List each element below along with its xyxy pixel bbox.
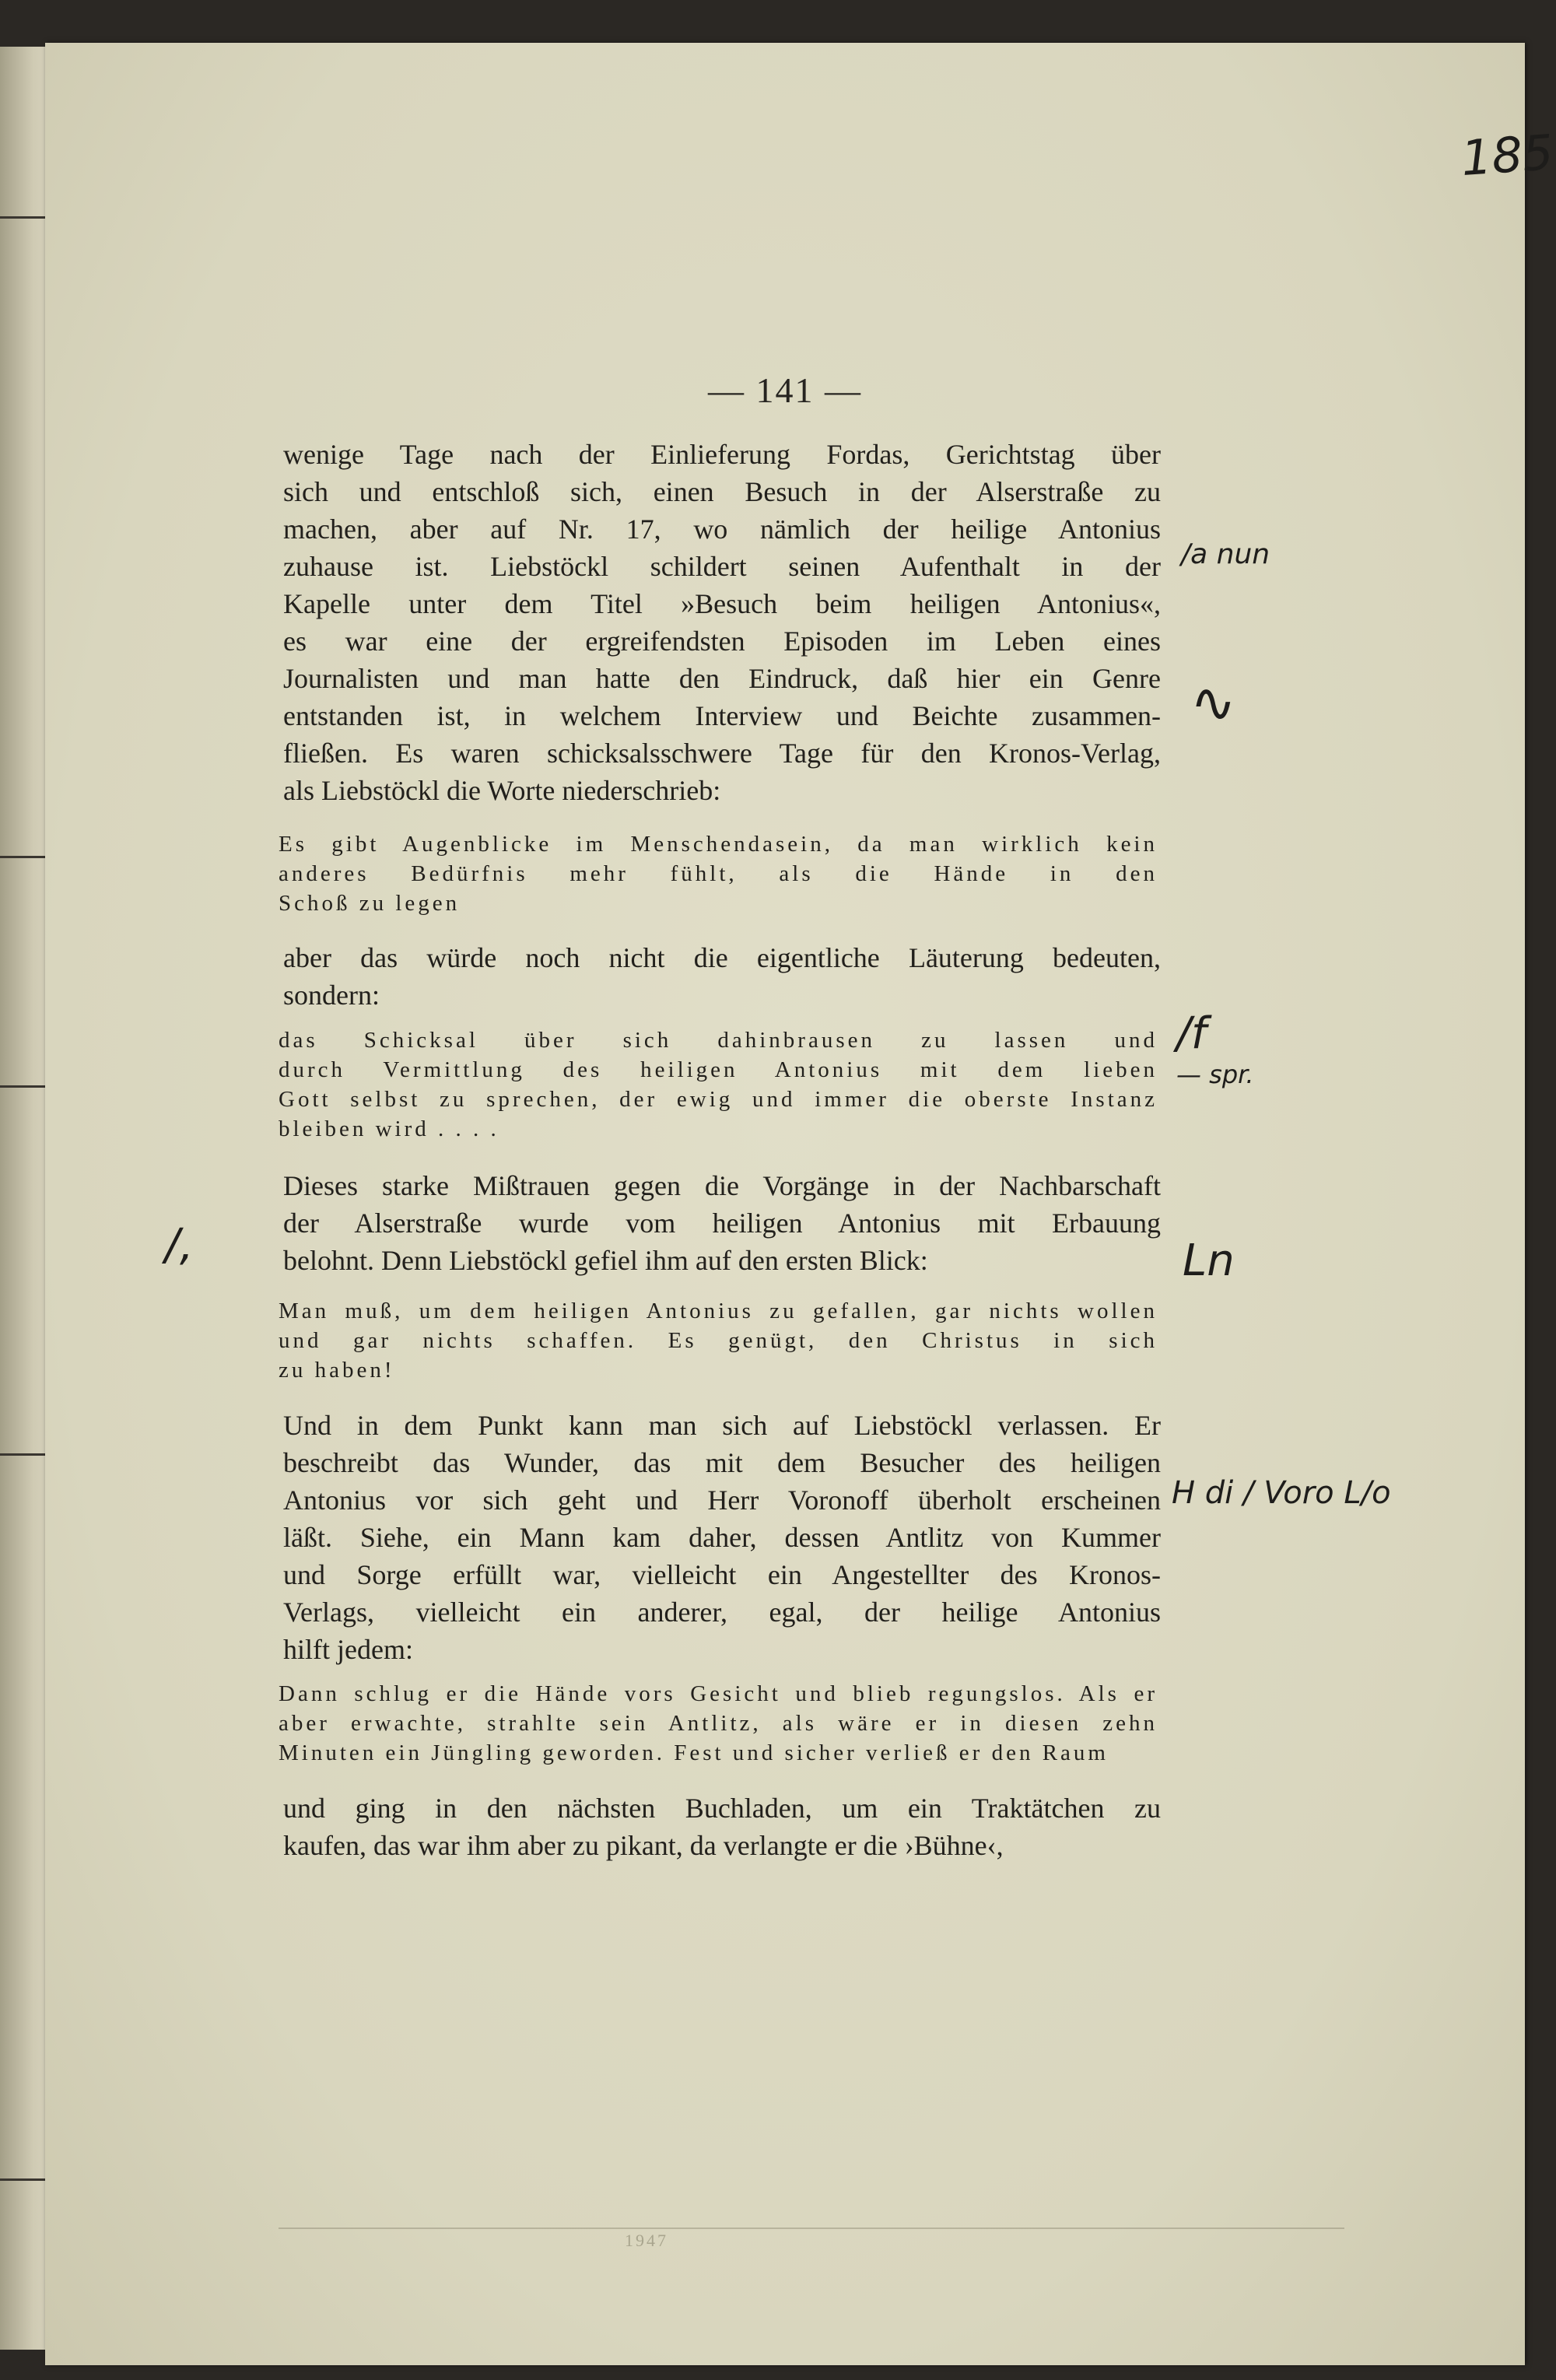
handwritten-margin-note: Ln	[1183, 1236, 1235, 1286]
text-line: Antonius vor sich geht und Herr Voronoff überholt erscheinen	[283, 1484, 1161, 1516]
body-paragraph	[283, 1167, 1161, 1279]
text-line: und Sorge erfüllt war, vielleicht ein Angestellter des Kronos-	[283, 1559, 1161, 1590]
text-line: es war eine der ergreifendsten Episoden im Leben eines	[283, 626, 1161, 657]
text-line: Kapelle unter dem Titel »Besuch beim heiligen Antonius«,	[283, 588, 1161, 619]
text-line: belohnt. Denn Liebstöckl gefiel ihm auf den ersten Blick:	[283, 1245, 928, 1276]
quotation	[279, 829, 1158, 918]
text-line: wenige Tage nach der Einlieferung Fordas, Gerichtstag über	[283, 439, 1161, 470]
page-number: — 141 —	[708, 370, 862, 410]
text-line: hilft jedem:	[283, 1634, 413, 1665]
text-line: zuhause ist. Liebstöckl schildert seinen Aufenthalt in der	[283, 551, 1161, 582]
text-line: kaufen, das war ihm aber zu pikant, da verlangte er die ›Bühne‹,	[283, 1830, 1004, 1861]
quotation	[279, 1025, 1158, 1144]
library-stamp: 1947	[625, 2231, 668, 2250]
body-paragraph	[283, 939, 1161, 1014]
text-line: Verlags, vielleicht ein anderer, egal, der heilige Antonius	[283, 1597, 1161, 1628]
text-line: Es gibt Augenblicke im Menschendasein, da man wirklich kein	[279, 832, 1158, 857]
text-line: läßt. Siehe, ein Mann kam daher, dessen Antlitz von Kummer	[283, 1522, 1161, 1553]
text-line: beschreibt das Wunder, das mit dem Besucher des heiligen	[283, 1447, 1161, 1478]
text-line: entstanden ist, in welchem Interview und Beichte zusammen-	[283, 700, 1161, 731]
quotation	[279, 1296, 1158, 1385]
text-line: bleiben wird . . . .	[279, 1116, 499, 1141]
text-line: machen, aber auf Nr. 17, wo nämlich der heilige Antonius	[283, 514, 1161, 545]
archive-folio-number: 185	[1459, 123, 1555, 188]
text-line: durch Vermittlung des heiligen Antonius mit dem lieben	[279, 1057, 1158, 1082]
text-line: und ging in den nächsten Buchladen, um ein Traktätchen zu	[283, 1793, 1161, 1824]
text-line: Dann schlug er die Hände vors Gesicht und blieb regungslos. Als er	[279, 1681, 1158, 1706]
text-line: aber das würde noch nicht die eigentliche Läuterung bedeuten,	[283, 942, 1161, 973]
text-line: sondern:	[283, 980, 380, 1011]
body-paragraph	[283, 1789, 1161, 1864]
text-line: aber erwachte, strahlte sein Antlitz, als wäre er in diesen zehn	[279, 1711, 1158, 1736]
quotation	[279, 1679, 1158, 1768]
text-line: Gott selbst zu sprechen, der ewig und immer die oberste Instanz	[279, 1087, 1158, 1112]
text-line: Man muß, um dem heiligen Antonius zu gefallen, gar nichts wollen	[279, 1299, 1158, 1323]
text-line: als Liebstöckl die Worte niederschrieb:	[283, 775, 721, 806]
bottom-rule	[279, 2228, 1344, 2229]
book-page	[45, 43, 1555, 2365]
text-line: sich und entschloß sich, einen Besuch in der Alserstraße zu	[283, 476, 1161, 507]
body-paragraph	[283, 1407, 1161, 1668]
text-line: Schoß zu legen	[279, 891, 461, 916]
handwritten-margin-note: ∿	[1190, 671, 1236, 734]
text-line: der Alserstraße wurde vom heiligen Antonius mit Erbauung	[283, 1208, 1161, 1239]
handwritten-margin-note: /,	[165, 1220, 194, 1271]
handwritten-margin-note: H di / Voro L/o	[1172, 1475, 1391, 1511]
text-line: Minuten ein Jüngling geworden. Fest und sicher verließ er den Raum	[279, 1740, 1109, 1765]
handwritten-margin-note: /f	[1176, 1008, 1207, 1059]
text-line: und gar nichts schaffen. Es genügt, den Christus in sich	[279, 1328, 1158, 1353]
text-line: anderes Bedürfnis mehr fühlt, als die Hände in den	[279, 861, 1158, 886]
text-line: Und in dem Punkt kann man sich auf Liebstöckl verlassen. Er	[283, 1410, 1161, 1441]
text-line: Journalisten und man hatte den Eindruck, daß hier ein Genre	[283, 663, 1161, 694]
body-paragraph	[283, 436, 1161, 809]
text-line: fließen. Es waren schicksalsschwere Tage für den Kronos-Verlag,	[283, 738, 1161, 769]
text-line: zu haben!	[279, 1358, 395, 1383]
text-line: das Schicksal über sich dahinbrausen zu lassen und	[279, 1028, 1158, 1053]
handwritten-margin-note: — spr.	[1176, 1060, 1254, 1089]
text-line: Dieses starke Mißtrauen gegen die Vorgänge in der Nachbarschaft	[283, 1170, 1161, 1201]
handwritten-margin-note: /a nun	[1181, 538, 1270, 570]
